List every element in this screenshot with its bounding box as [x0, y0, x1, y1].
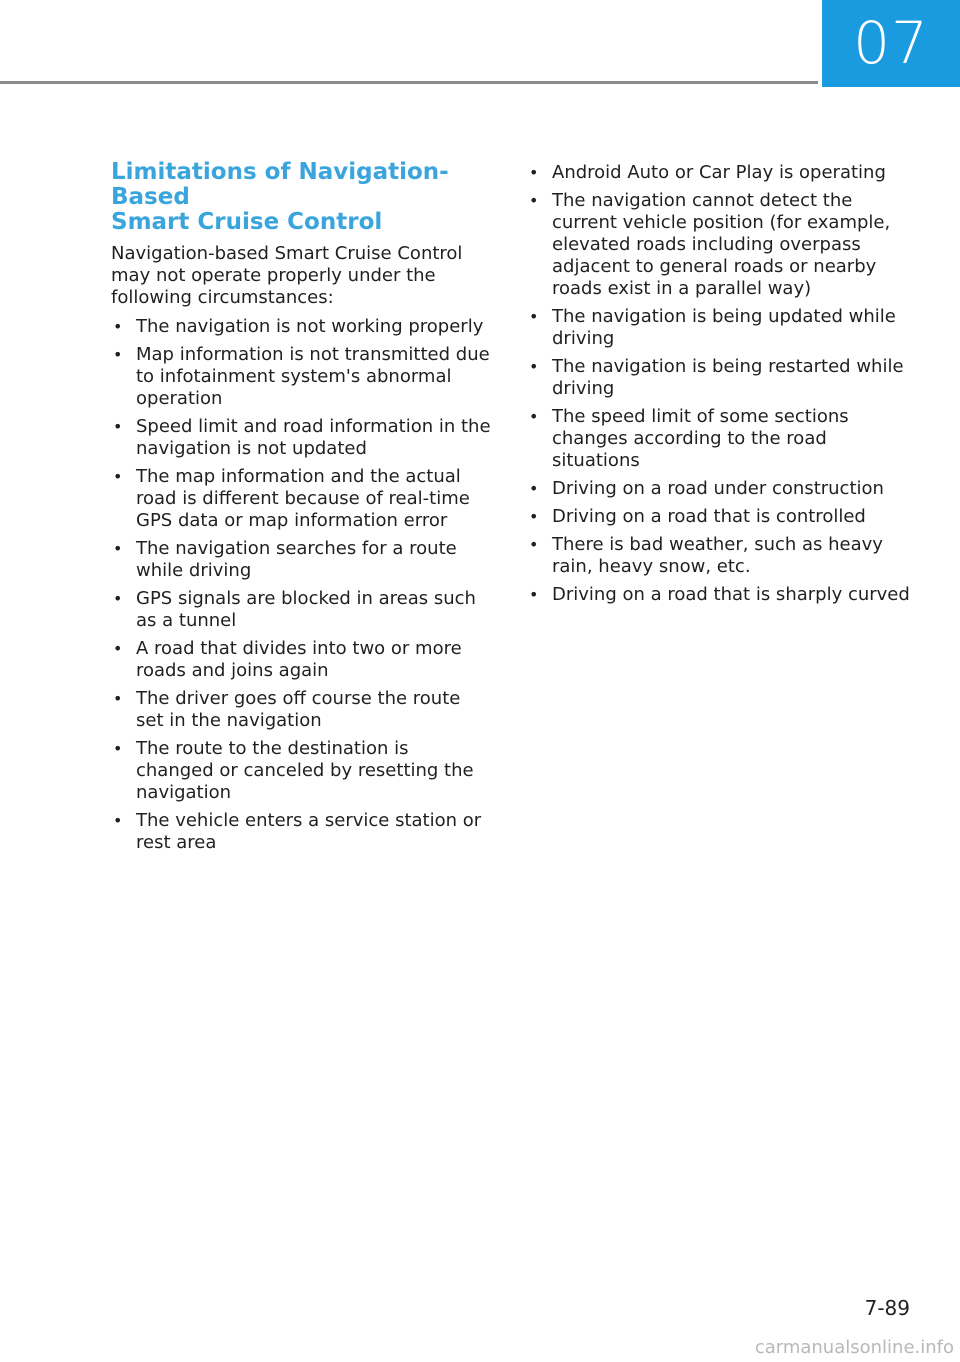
- list-item: • Driving on a road that is controlled: [529, 506, 866, 527]
- right-column: [527, 162, 911, 612]
- list-item: • GPS signals are blocked in areas such as a tunnel: [113, 588, 476, 631]
- list-item: • A road that divides into two or more roads and joins again: [113, 638, 462, 681]
- page-number: 7-89: [864, 1296, 910, 1320]
- list-item: • The map information and the actual road is different because of real-time GPS data or map information error: [113, 466, 470, 531]
- list-item: • The navigation is being restarted while driving: [529, 356, 904, 399]
- list-item: • The navigation is being updated while driving: [529, 306, 896, 349]
- right-bullet-list: [527, 162, 911, 606]
- list-item: • The navigation cannot detect the current vehicle position (for example, elevated roads including overpass adjacent to general roads or nearby roads exist in a parallel way): [529, 190, 891, 299]
- bullet-icon: •: [113, 739, 123, 758]
- bullet-icon: •: [113, 639, 123, 658]
- bullet-icon: •: [113, 467, 123, 486]
- list-item: • The navigation is not working properly: [113, 316, 484, 337]
- left-bullet-list: [111, 316, 491, 854]
- list-item: • There is bad weather, such as heavy rain, heavy snow, etc.: [529, 534, 883, 577]
- bullet-icon: •: [529, 507, 539, 526]
- list-item: • The vehicle enters a service station or rest area: [113, 810, 482, 853]
- bullet-icon: •: [529, 407, 539, 426]
- watermark: carmanualsonline.info: [754, 1337, 954, 1358]
- bullet-icon: •: [529, 357, 539, 376]
- bullet-icon: •: [529, 535, 539, 554]
- intro-paragraph: Navigation-based Smart Cruise Control may not operate properly under the following circumstances:: [111, 243, 463, 308]
- list-item: • Map information is not transmitted due to infotainment system's abnormal operation: [113, 344, 490, 409]
- bullet-icon: •: [529, 585, 539, 604]
- left-column: [111, 160, 491, 860]
- section-heading-line2: Smart Cruise Control: [111, 209, 383, 235]
- bullet-icon: •: [113, 345, 123, 364]
- list-item: • Driving on a road under construction: [529, 478, 884, 499]
- bullet-icon: •: [113, 811, 123, 830]
- list-item: • Speed limit and road information in the navigation is not updated: [113, 416, 491, 459]
- header-rule: [0, 81, 818, 84]
- list-item: • The speed limit of some sections changes according to the road situations: [529, 406, 849, 471]
- bullet-icon: •: [529, 163, 539, 182]
- bullet-icon: •: [113, 689, 123, 708]
- bullet-icon: •: [529, 479, 539, 498]
- bullet-icon: •: [113, 317, 123, 336]
- bullet-icon: •: [529, 191, 539, 210]
- section-heading: [111, 160, 491, 235]
- bullet-icon: •: [113, 589, 123, 608]
- list-item: • The navigation searches for a route while driving: [113, 538, 457, 581]
- bullet-icon: •: [529, 307, 539, 326]
- bullet-icon: •: [113, 539, 123, 558]
- list-item: • Android Auto or Car Play is operating: [529, 162, 886, 183]
- chapter-tab: 07: [822, 0, 960, 87]
- section-heading-line1: Limitations of Navigation-Based: [111, 159, 449, 210]
- list-item: • The route to the destination is changed or canceled by resetting the navigation: [113, 738, 474, 803]
- bullet-icon: •: [113, 417, 123, 436]
- list-item: • The driver goes off course the route set in the navigation: [113, 688, 461, 731]
- list-item: • Driving on a road that is sharply curved: [529, 584, 910, 605]
